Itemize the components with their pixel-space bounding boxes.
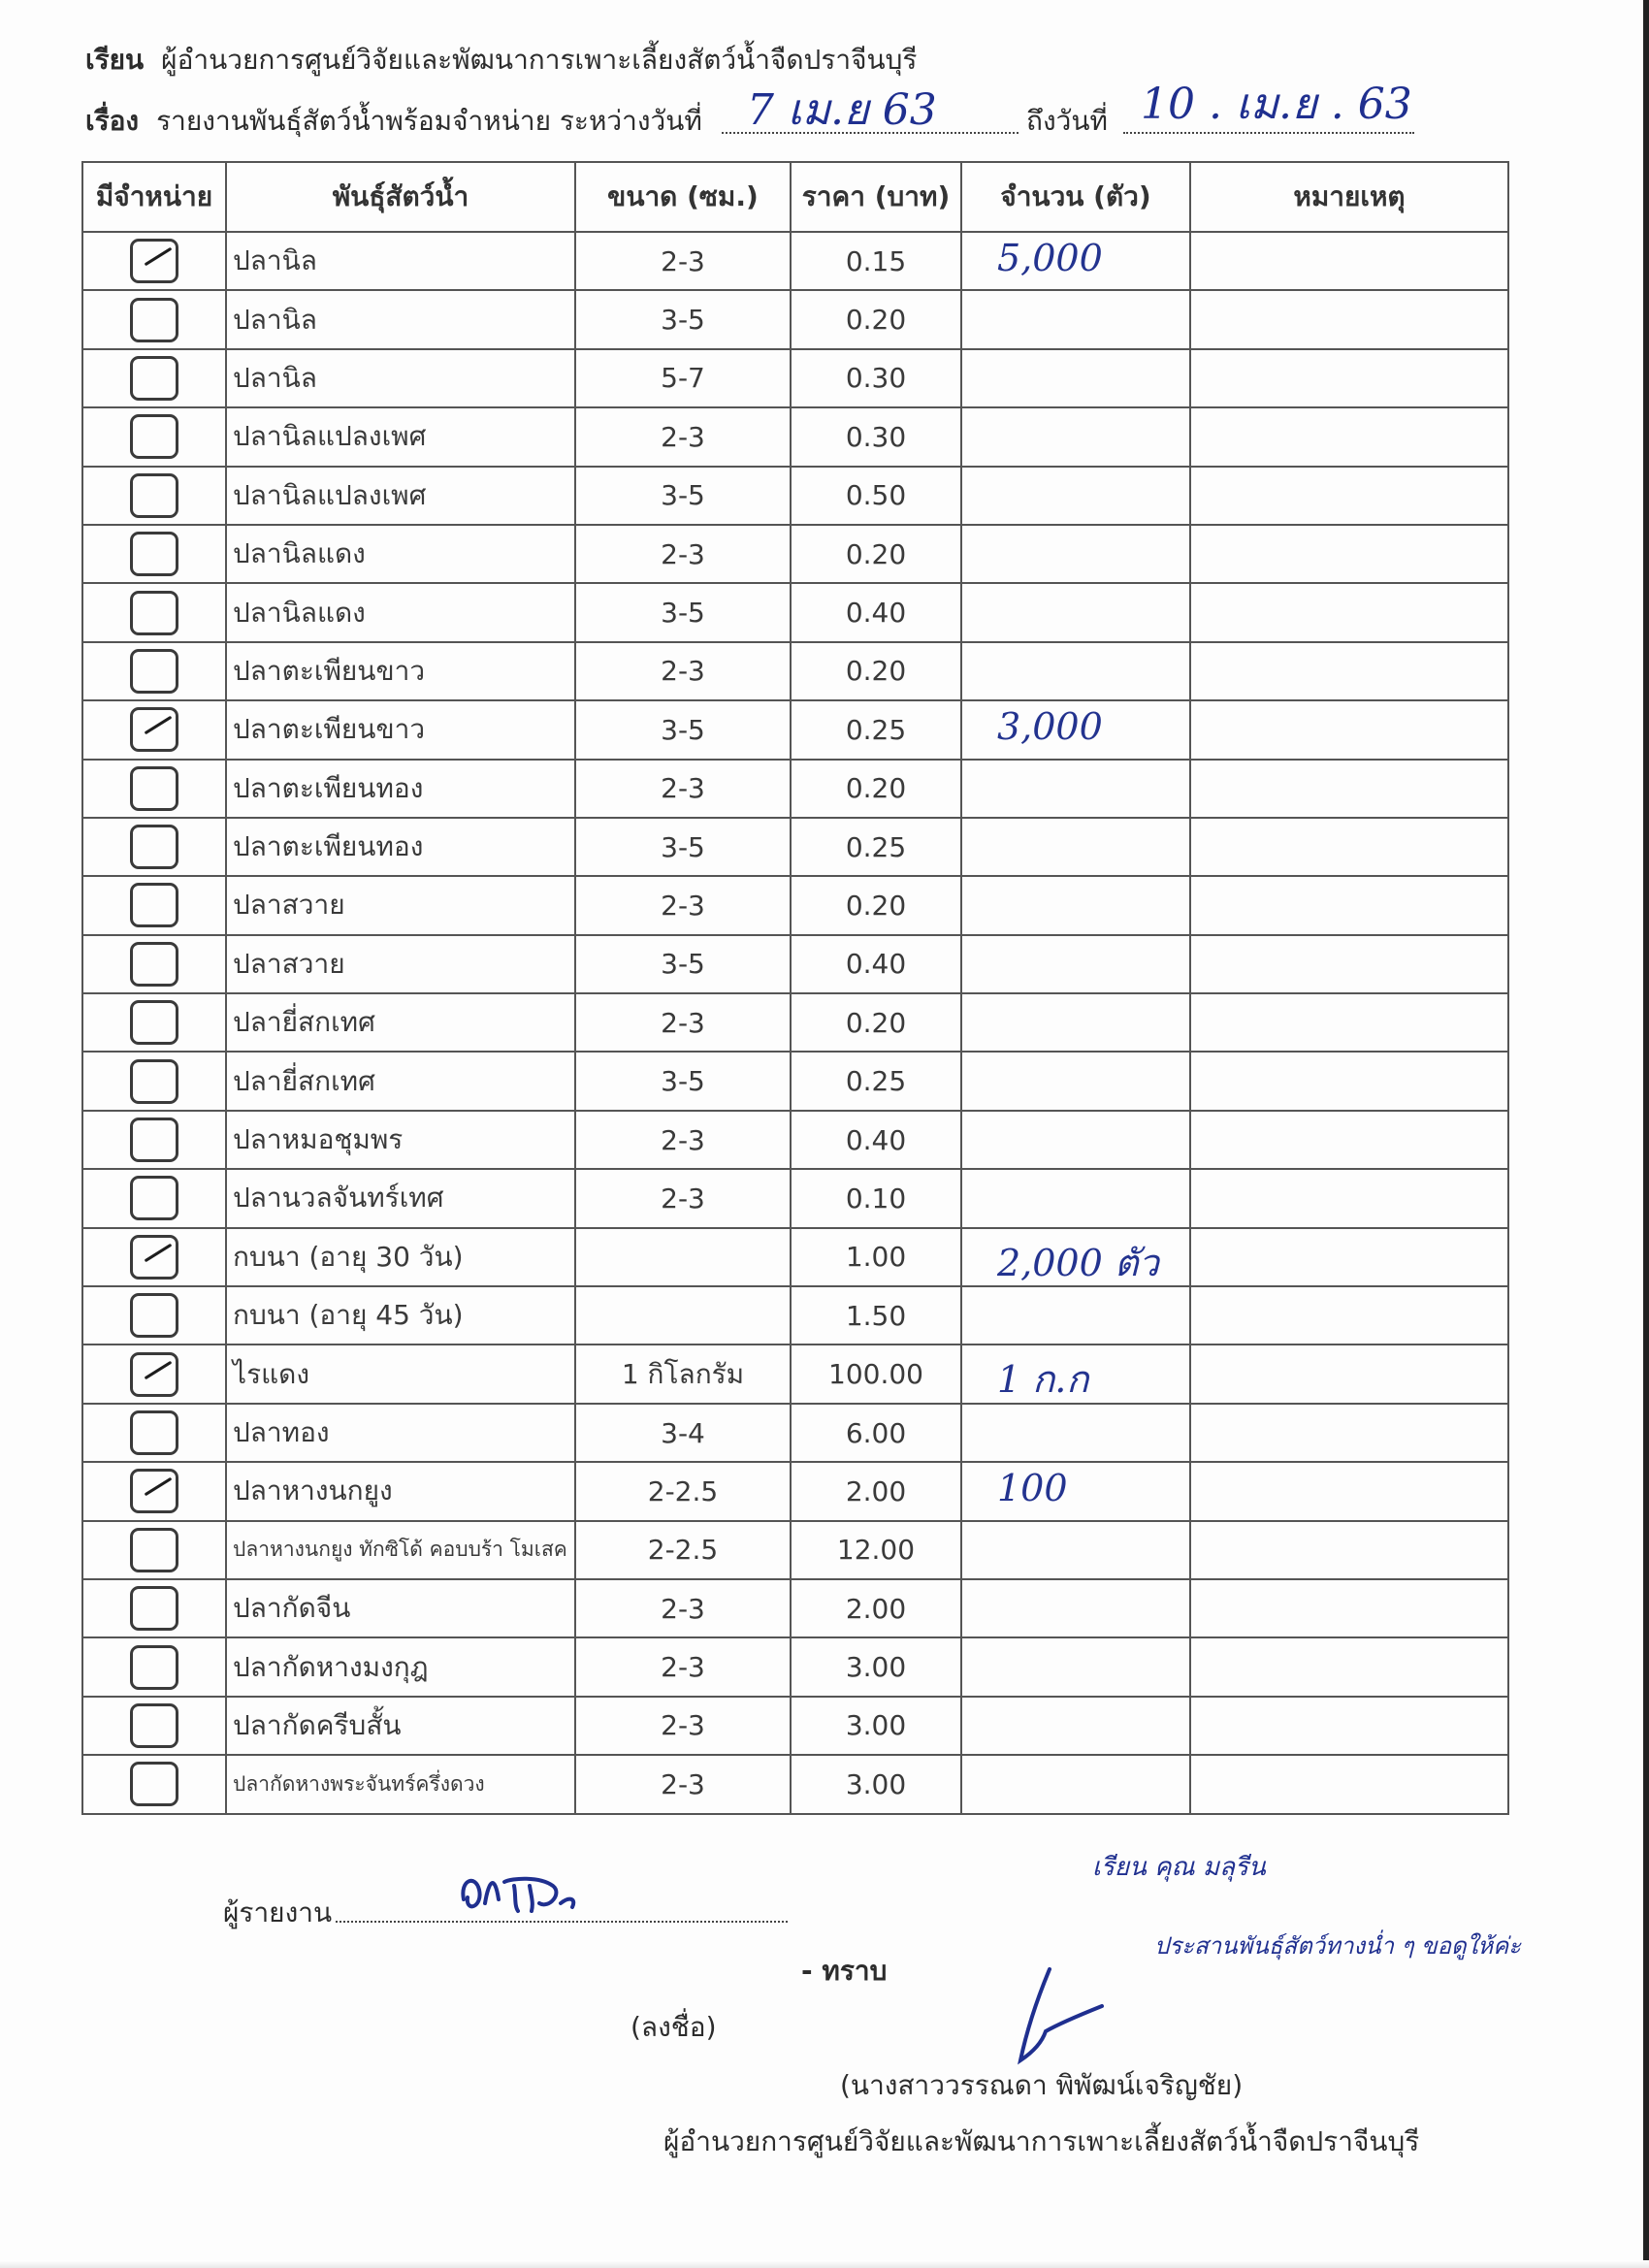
price-cell: 0.25	[791, 700, 961, 759]
price-cell: 0.20	[791, 525, 961, 583]
checked-checkbox[interactable]	[130, 239, 178, 283]
available-cell	[82, 407, 226, 466]
quantity-cell[interactable]	[961, 1637, 1190, 1696]
price-cell: 12.00	[791, 1521, 961, 1579]
size-cell: 1 กิโลกรัม	[575, 1345, 791, 1403]
table-row	[82, 1462, 1508, 1520]
col-header-species: พันธุ์สัตว์น้ำ	[226, 162, 575, 232]
available-checkbox[interactable]	[130, 766, 178, 811]
available-checkbox[interactable]	[130, 649, 178, 694]
handwritten-note-line1: เรียน คุณ มลุรีน	[1092, 1853, 1266, 1882]
table-body	[82, 232, 1508, 1814]
available-cell	[82, 1111, 226, 1169]
available-cell	[82, 642, 226, 700]
price-cell: 0.40	[791, 583, 961, 641]
from-date-handwritten: 7 เม.ย 63	[747, 85, 937, 135]
available-cell	[82, 1697, 226, 1755]
price-cell: 0.20	[791, 290, 961, 348]
species-cell: ปลากัดหางมงกุฎ	[226, 1637, 575, 1696]
species-cell: ปลากัดหางพระจันทร์ครึ่งดวง	[226, 1755, 575, 1813]
available-cell	[82, 1169, 226, 1227]
remarks-cell[interactable]	[1190, 583, 1508, 641]
available-checkbox[interactable]	[130, 591, 178, 635]
species-cell: ปลากัดครีบสั้น	[226, 1697, 575, 1755]
available-checkbox[interactable]	[130, 473, 178, 518]
available-checkbox[interactable]	[130, 1059, 178, 1104]
remarks-cell[interactable]	[1190, 818, 1508, 876]
size-cell: 3-5	[575, 818, 791, 876]
species-cell: ปลานวลจันทร์เทศ	[226, 1169, 575, 1227]
size-cell: 3-5	[575, 467, 791, 525]
species-cell: ปลานิลแดง	[226, 525, 575, 583]
available-cell	[82, 993, 226, 1052]
quantity-cell[interactable]	[961, 1052, 1190, 1110]
available-cell	[82, 1521, 226, 1579]
species-cell: ปลานิลแปลงเพศ	[226, 407, 575, 466]
size-cell: 2-3	[575, 993, 791, 1052]
check-mark-icon	[145, 1244, 173, 1263]
available-cell	[82, 700, 226, 759]
col-header-price: ราคา (บาท)	[791, 162, 961, 232]
sign-label: (ลงชื่อ)	[630, 2011, 717, 2043]
price-cell: 0.20	[791, 760, 961, 818]
price-cell: 0.40	[791, 935, 961, 993]
check-mark-icon	[145, 247, 173, 267]
price-cell: 0.40	[791, 1111, 961, 1169]
quantity-cell[interactable]	[961, 760, 1190, 818]
available-checkbox[interactable]	[130, 414, 178, 459]
quantity-cell[interactable]	[961, 700, 1190, 759]
size-cell: 2-3	[575, 760, 791, 818]
handwritten-quantity: 5,000	[997, 237, 1103, 279]
remarks-cell[interactable]	[1190, 993, 1508, 1052]
reporter-label: ผู้รายงาน	[223, 1896, 333, 1928]
species-cell: ปลาหางนกยูง	[226, 1462, 575, 1520]
remarks-cell[interactable]	[1190, 1345, 1508, 1403]
available-checkbox[interactable]	[130, 1762, 178, 1806]
price-cell: 0.25	[791, 818, 961, 876]
size-cell: 2-3	[575, 1169, 791, 1227]
species-cell: ปลาตะเพียนทอง	[226, 818, 575, 876]
available-cell	[82, 349, 226, 407]
species-cell: ปลาตะเพียนทอง	[226, 760, 575, 818]
remarks-cell[interactable]	[1190, 700, 1508, 759]
price-cell: 0.25	[791, 1052, 961, 1110]
table-row	[82, 1052, 1508, 1110]
table-row	[82, 407, 1508, 466]
remarks-cell[interactable]	[1190, 1111, 1508, 1169]
quantity-cell[interactable]	[961, 1228, 1190, 1286]
available-cell	[82, 760, 226, 818]
species-cell: ปลานิลแปลงเพศ	[226, 467, 575, 525]
price-cell: 1.00	[791, 1228, 961, 1286]
table-row	[82, 1111, 1508, 1169]
species-cell: ปลายี่สกเทศ	[226, 993, 575, 1052]
price-cell: 3.00	[791, 1697, 961, 1755]
table-row	[82, 935, 1508, 993]
species-cell: ปลาสวาย	[226, 935, 575, 993]
remarks-cell[interactable]	[1190, 1697, 1508, 1755]
size-cell: 2-3	[575, 407, 791, 466]
species-cell: ปลานิล	[226, 232, 575, 290]
available-cell	[82, 1052, 226, 1110]
remarks-cell[interactable]	[1190, 1579, 1508, 1637]
scan-bottom-shadow	[0, 2260, 1649, 2268]
to-date-handwritten: 10 . เม.ย . 63	[1141, 80, 1412, 129]
available-cell	[82, 1579, 226, 1637]
available-cell	[82, 290, 226, 348]
handwritten-quantity: 1 ก.ก	[997, 1358, 1089, 1402]
quantity-cell[interactable]	[961, 1755, 1190, 1813]
remarks-cell[interactable]	[1190, 760, 1508, 818]
table-row	[82, 1637, 1508, 1696]
table-row	[82, 525, 1508, 583]
price-cell: 0.20	[791, 642, 961, 700]
subject-line	[85, 100, 702, 143]
remarks-cell[interactable]	[1190, 232, 1508, 290]
remarks-cell[interactable]	[1190, 525, 1508, 583]
quantity-cell[interactable]	[961, 1345, 1190, 1403]
quantity-cell[interactable]	[961, 407, 1190, 466]
remarks-cell[interactable]	[1190, 1755, 1508, 1813]
size-cell: 2-3	[575, 525, 791, 583]
remarks-cell[interactable]	[1190, 1286, 1508, 1345]
quantity-cell[interactable]	[961, 1169, 1190, 1227]
table-row	[82, 583, 1508, 641]
table-row	[82, 1755, 1508, 1813]
size-cell: 3-4	[575, 1404, 791, 1462]
table-row	[82, 349, 1508, 407]
director-title: ผู้อำนวยการศูนย์วิจัยและพัฒนาการเพาะเลี้ยงสัตว์น้ำจืดปราจีนบุรี	[663, 2125, 1420, 2157]
size-cell: 2-2.5	[575, 1462, 791, 1520]
available-cell	[82, 1404, 226, 1462]
table-row	[82, 818, 1508, 876]
size-cell: 3-5	[575, 935, 791, 993]
director-signature	[989, 1963, 1106, 2070]
director-name: (นางสาววรรณดา พิพัฒน์เจริญชัย)	[840, 2069, 1244, 2101]
available-cell	[82, 525, 226, 583]
price-cell: 3.00	[791, 1637, 961, 1696]
species-cell: ปลายี่สกเทศ	[226, 1052, 575, 1110]
table-row	[82, 1521, 1508, 1579]
price-cell: 100.00	[791, 1345, 961, 1403]
size-cell: 2-3	[575, 1697, 791, 1755]
quantity-cell[interactable]	[961, 583, 1190, 641]
size-cell: 3-5	[575, 290, 791, 348]
table-row	[82, 1228, 1508, 1286]
price-cell: 3.00	[791, 1755, 961, 1813]
table-row	[82, 232, 1508, 290]
remarks-cell[interactable]	[1190, 642, 1508, 700]
table-row	[82, 467, 1508, 525]
fish-stock-table	[81, 161, 1509, 1815]
remarks-cell[interactable]	[1190, 1404, 1508, 1462]
species-cell: ปลานิลแดง	[226, 583, 575, 641]
checked-checkbox[interactable]	[130, 1235, 178, 1280]
price-cell: 0.20	[791, 993, 961, 1052]
available-checkbox[interactable]	[130, 298, 178, 342]
table-row	[82, 876, 1508, 934]
remarks-cell[interactable]	[1190, 1521, 1508, 1579]
size-cell: 2-3	[575, 1579, 791, 1637]
available-checkbox[interactable]	[130, 825, 178, 869]
quantity-cell[interactable]	[961, 876, 1190, 934]
quantity-cell[interactable]	[961, 349, 1190, 407]
size-cell	[575, 1228, 791, 1286]
table-row	[82, 1579, 1508, 1637]
price-cell: 1.50	[791, 1286, 961, 1345]
quantity-cell[interactable]	[961, 1521, 1190, 1579]
check-mark-icon	[145, 1360, 173, 1379]
price-cell: 0.15	[791, 232, 961, 290]
quantity-cell[interactable]	[961, 1462, 1190, 1520]
handwritten-quantity: 3,000	[997, 705, 1103, 749]
available-checkbox[interactable]	[130, 1118, 178, 1162]
scan-edge	[1643, 0, 1649, 2268]
species-cell: กบนา (อายุ 30 วัน)	[226, 1228, 575, 1286]
remarks-cell[interactable]	[1190, 290, 1508, 348]
available-checkbox[interactable]	[130, 1176, 178, 1220]
available-checkbox[interactable]	[130, 1703, 178, 1748]
quantity-cell[interactable]	[961, 1697, 1190, 1755]
size-cell: 2-3	[575, 1755, 791, 1813]
available-checkbox[interactable]	[130, 356, 178, 401]
remarks-cell[interactable]	[1190, 407, 1508, 466]
species-cell: กบนา (อายุ 45 วัน)	[226, 1286, 575, 1345]
available-cell	[82, 818, 226, 876]
remarks-cell[interactable]	[1190, 1169, 1508, 1227]
check-mark-icon	[145, 1477, 173, 1497]
checked-checkbox[interactable]	[130, 1352, 178, 1397]
price-cell: 6.00	[791, 1404, 961, 1462]
species-cell: ปลานิล	[226, 349, 575, 407]
quantity-cell[interactable]	[961, 467, 1190, 525]
available-cell	[82, 876, 226, 934]
table-row	[82, 290, 1508, 348]
table-row	[82, 760, 1508, 818]
subject-value: รายงานพันธุ์สัตว์น้ำพร้อมจำหน่าย ระหว่างวันที่	[156, 105, 702, 137]
table-header-row	[82, 162, 1508, 232]
size-cell: 2-3	[575, 1111, 791, 1169]
subject-label: เรื่อง	[85, 105, 140, 137]
available-checkbox[interactable]	[130, 1410, 178, 1455]
available-cell	[82, 1755, 226, 1813]
price-cell: 0.10	[791, 1169, 961, 1227]
remarks-cell[interactable]	[1190, 1462, 1508, 1520]
species-cell: ปลากัดจีน	[226, 1579, 575, 1637]
species-cell: ปลาหมอชุมพร	[226, 1111, 575, 1169]
size-cell: 3-5	[575, 583, 791, 641]
species-cell: ปลาทอง	[226, 1404, 575, 1462]
table-row	[82, 1286, 1508, 1345]
remarks-cell[interactable]	[1190, 1052, 1508, 1110]
available-cell	[82, 583, 226, 641]
table-row	[82, 1404, 1508, 1462]
col-header-quantity: จำนวน (ตัว)	[961, 162, 1190, 232]
checked-checkbox[interactable]	[130, 707, 178, 752]
table-row	[82, 642, 1508, 700]
table-row	[82, 1169, 1508, 1227]
size-cell: 3-5	[575, 1052, 791, 1110]
size-cell: 5-7	[575, 349, 791, 407]
table-row	[82, 993, 1508, 1052]
col-header-remarks: หมายเหตุ	[1190, 162, 1508, 232]
available-cell	[82, 1637, 226, 1696]
price-cell: 0.50	[791, 467, 961, 525]
quantity-cell[interactable]	[961, 993, 1190, 1052]
remarks-cell[interactable]	[1190, 349, 1508, 407]
size-cell: 2-3	[575, 642, 791, 700]
acknowledged-text: - ทราบ	[801, 1955, 888, 1987]
available-cell	[82, 1345, 226, 1403]
size-cell: 2-2.5	[575, 1521, 791, 1579]
recipient-label: เรียน	[85, 44, 145, 76]
available-cell	[82, 1228, 226, 1286]
quantity-cell[interactable]	[961, 642, 1190, 700]
quantity-cell[interactable]	[961, 1579, 1190, 1637]
size-cell: 3-5	[575, 700, 791, 759]
to-date-label: ถึงวันที่	[1026, 105, 1108, 137]
quantity-cell[interactable]	[961, 818, 1190, 876]
price-cell: 2.00	[791, 1579, 961, 1637]
quantity-cell[interactable]	[961, 290, 1190, 348]
handwritten-quantity: 100	[997, 1467, 1068, 1510]
available-cell	[82, 232, 226, 290]
remarks-cell[interactable]	[1190, 935, 1508, 993]
remarks-cell[interactable]	[1190, 467, 1508, 525]
available-checkbox[interactable]	[130, 1586, 178, 1631]
available-checkbox[interactable]	[130, 1528, 178, 1572]
price-cell: 2.00	[791, 1462, 961, 1520]
remarks-cell[interactable]	[1190, 1228, 1508, 1286]
available-cell	[82, 935, 226, 993]
available-checkbox[interactable]	[130, 1000, 178, 1045]
size-cell: 2-3	[575, 232, 791, 290]
species-cell: ปลาตะเพียนขาว	[226, 642, 575, 700]
table-row	[82, 1345, 1508, 1403]
available-cell	[82, 467, 226, 525]
reporter-signature	[456, 1861, 601, 1925]
recipient-value: ผู้อำนวยการศูนย์วิจัยและพัฒนาการเพาะเลี้ยงสัตว์น้ำจืดปราจีนบุรี	[161, 44, 918, 76]
table-row	[82, 700, 1508, 759]
species-cell: ปลาหางนกยูง ทักซิโด้ คอบบร้า โมเสค	[226, 1521, 575, 1579]
available-cell	[82, 1286, 226, 1345]
available-checkbox[interactable]	[130, 1293, 178, 1338]
available-checkbox[interactable]	[130, 1645, 178, 1690]
available-checkbox[interactable]	[130, 883, 178, 927]
size-cell	[575, 1286, 791, 1345]
quantity-cell[interactable]	[961, 1404, 1190, 1462]
quantity-cell[interactable]	[961, 1286, 1190, 1345]
price-cell: 0.20	[791, 876, 961, 934]
quantity-cell[interactable]	[961, 935, 1190, 993]
species-cell: ปลาตะเพียนขาว	[226, 700, 575, 759]
table-row	[82, 1697, 1508, 1755]
species-cell: ปลาสวาย	[226, 876, 575, 934]
size-cell: 2-3	[575, 876, 791, 934]
check-mark-icon	[145, 716, 173, 735]
quantity-cell[interactable]	[961, 525, 1190, 583]
col-header-available: มีจำหน่าย	[82, 162, 226, 232]
remarks-cell[interactable]	[1190, 1637, 1508, 1696]
available-checkbox[interactable]	[130, 942, 178, 987]
species-cell: ไรแดง	[226, 1345, 575, 1403]
handwritten-quantity: 2,000 ตัว	[997, 1241, 1159, 1284]
available-checkbox[interactable]	[130, 532, 178, 576]
price-cell: 0.30	[791, 407, 961, 466]
available-cell	[82, 1462, 226, 1520]
remarks-cell[interactable]	[1190, 876, 1508, 934]
size-cell: 2-3	[575, 1637, 791, 1696]
quantity-cell[interactable]	[961, 232, 1190, 290]
price-cell: 0.30	[791, 349, 961, 407]
species-cell: ปลานิล	[226, 290, 575, 348]
col-header-size: ขนาด (ซม.)	[575, 162, 791, 232]
handwritten-note-line2: ประสานพันธุ์สัตว์ทางน่ำ ๆ ขอดูให้ค่ะ	[1154, 1932, 1522, 1960]
quantity-cell[interactable]	[961, 1111, 1190, 1169]
checked-checkbox[interactable]	[130, 1469, 178, 1513]
